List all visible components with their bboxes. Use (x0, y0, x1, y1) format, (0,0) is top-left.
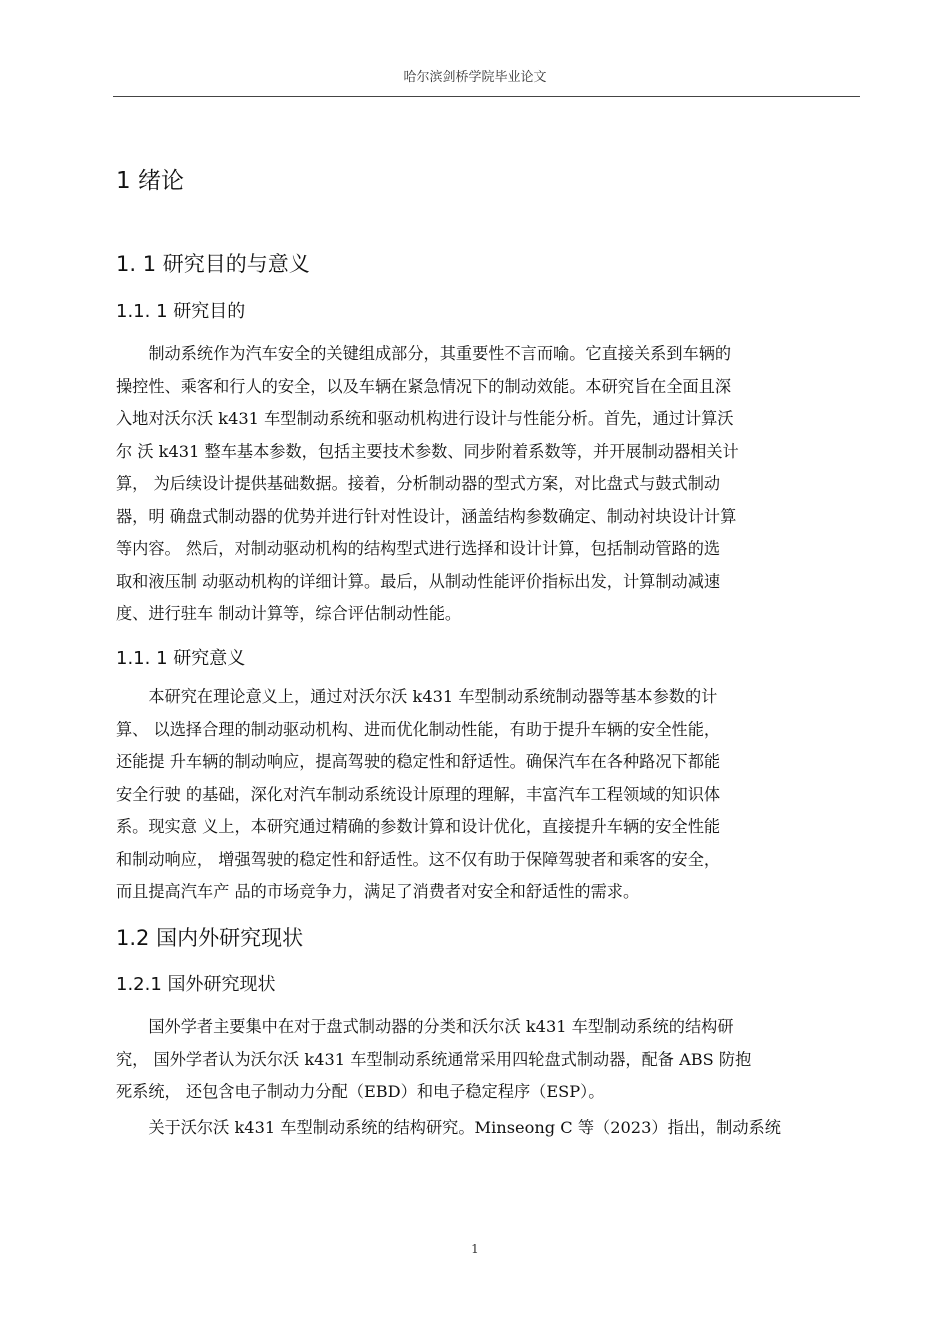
text-line: 算、 以选择合理的制动驱动机构、进而优化制动性能，有助于提升车辆的安全性能， (116, 719, 721, 739)
text-line: 等内容。 然后，对制动驱动机构的结构型式进行选择和设计计算，包括制动管路的选 (116, 539, 721, 558)
text-line: 度、进行驻车 制动计算等，综合评估制动性能。 (116, 604, 462, 623)
text-line: 还能提 升车辆的制动响应，提高驾驶的稳定性和舒适性。确保汽车在各种路况下都能 (116, 752, 721, 771)
text-line: 和制动响应， 增强驾驶的稳定性和舒适性。这不仅有助于保障驾驶者和乘客的安全， (116, 849, 721, 869)
paragraph-foreign-research (116, 1011, 866, 1109)
section-title-1: 1. 1 研究目的与意义 (116, 252, 310, 276)
running-header: 哈尔滨剑桥学院毕业论文 (403, 70, 547, 85)
subsection-title-research-purpose: 1.1. 1 研究目的 (116, 301, 246, 322)
text-line: 关于沃尔沃 k431 车型制动系统的结构研究。Minseong C 等（2023）指出，制动系统 (116, 1118, 781, 1137)
text-line: 尔 沃 k431 整车基本参数，包括主要技术参数、同步附着系数等，并开展制动器相关计 (116, 441, 739, 461)
subsection-title-foreign-research: 1.2.1 国外研究现状 (116, 974, 276, 995)
paragraph-structure-research (116, 1112, 866, 1145)
text-line: 取和液压制 动驱动机构的详细计算。最后，从制动性能评价指标出发，计算制动减速 (116, 571, 721, 591)
text-line: 入地对沃尔沃 k431 车型制动系统和驱动机构进行设计与性能分析。首先，通过计算沃 (116, 409, 734, 428)
chapter-title: 1 绪论 (116, 168, 184, 194)
text-line: 死系统， 还包含电子制动力分配（EBD）和电子稳定程序（ESP）。 (116, 1082, 605, 1101)
text-line: 而且提高汽车产 品的市场竞争力，满足了消费者对安全和舒适性的需求。 (116, 882, 640, 901)
subsection-title-research-significance: 1.1. 1 研究意义 (116, 648, 246, 669)
text-line: 操控性、乘客和行人的安全，以及车辆在紧急情况下的制动效能。本研究旨在全面且深 (116, 376, 732, 396)
text-line: 制动系统作为汽车安全的关键组成部分，其重要性不言而喻。它直接关系到车辆的 (116, 344, 732, 363)
text-line: 安全行驶 的基础，深化对汽车制动系统设计原理的理解，丰富汽车工程领域的知识体 (116, 784, 721, 804)
section-title-2: 1.2 国内外研究现状 (116, 926, 304, 950)
text-line: 系。现实意 义上，本研究通过精确的参数计算和设计优化，直接提升车辆的安全性能 (116, 817, 721, 836)
text-line: 本研究在理论意义上，通过对沃尔沃 k431 车型制动系统制动器等基本参数的计 (116, 687, 718, 706)
text-line: 器，明 确盘式制动器的优势并进行针对性设计，涵盖结构参数确定、制动衬块设计计算 (116, 506, 737, 526)
page-number: 1 (471, 1242, 479, 1256)
text-line: 究， 国外学者认为沃尔沃 k431 车型制动系统通常采用四轮盘式制动器，配备 ABS 防抱 (116, 1049, 752, 1069)
paragraph-research-significance (116, 681, 866, 909)
header-divider (113, 96, 860, 97)
paragraph-research-purpose (116, 338, 866, 631)
text-line: 国外学者主要集中在对于盘式制动器的分类和沃尔沃 k431 车型制动系统的结构研 (116, 1017, 734, 1036)
text-line: 算， 为后续设计提供基础数据。接着，分析制动器的型式方案，对比盘式与鼓式制动 (116, 474, 721, 493)
